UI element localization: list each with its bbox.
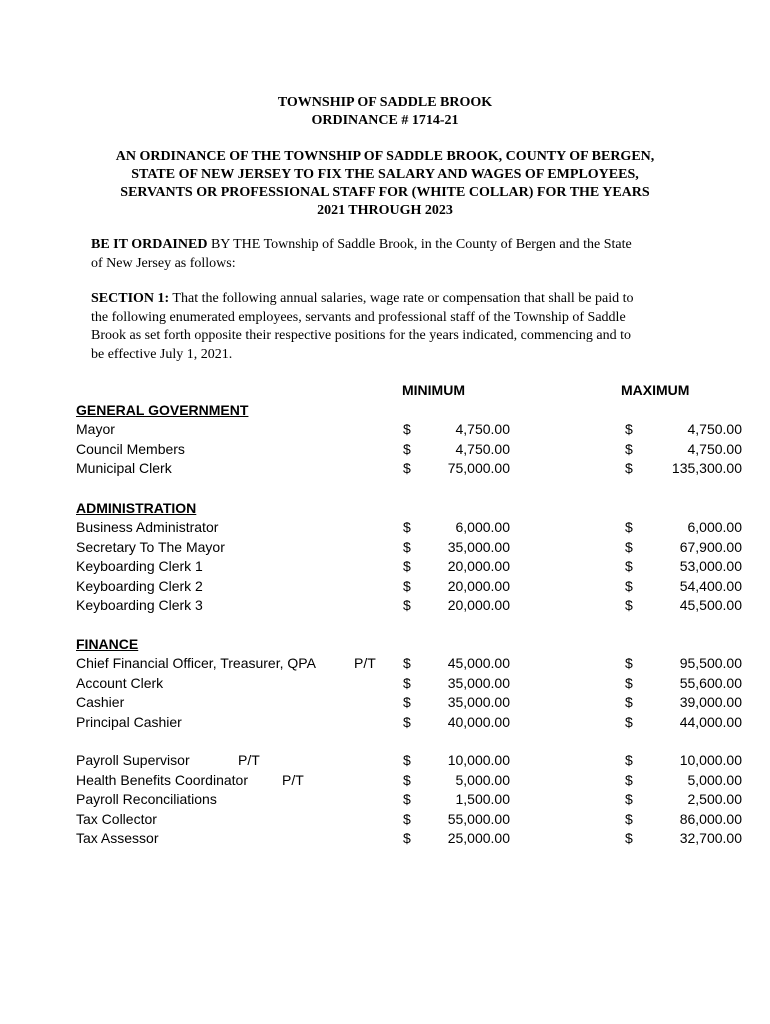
part-time-marker: P/T — [354, 655, 376, 671]
minimum-salary: 4,750.00 — [455, 421, 510, 437]
maximum-currency-symbol: $ — [625, 440, 633, 457]
maximum-currency-symbol: $ — [625, 538, 633, 555]
minimum-column-header: MINIMUM — [402, 382, 465, 398]
title-line: SERVANTS OR PROFESSIONAL STAFF FOR (WHITE COLLAR) FOR THE YEARS — [120, 185, 650, 200]
maximum-currency-symbol: $ — [625, 421, 633, 437]
minimum-currency-symbol: $ — [403, 597, 411, 613]
paragraph-line — [91, 236, 691, 255]
position-title: Account Clerk — [76, 674, 164, 691]
maximum-currency-symbol: $ — [625, 752, 633, 768]
section-1-lead: SECTION 1: — [91, 291, 170, 306]
minimum-currency-symbol: $ — [403, 713, 411, 730]
minimum-currency-symbol: $ — [403, 674, 411, 691]
minimum-currency-symbol: $ — [403, 791, 411, 807]
paragraph-line: Brook as set forth opposite their respective positions for the years indicated, commencing and to — [91, 328, 632, 343]
minimum-currency-symbol: $ — [403, 830, 411, 846]
position-title: Principal Cashier — [76, 713, 182, 730]
minimum-salary: 25,000.00 — [447, 830, 510, 846]
minimum-salary: 20,000.00 — [447, 597, 510, 613]
document-header — [0, 94, 770, 130]
minimum-currency-symbol: $ — [403, 460, 411, 476]
paragraph-line: the following enumerated employees, servants and professional staff of the Township of Saddle — [91, 309, 626, 325]
minimum-currency-symbol: $ — [403, 771, 411, 788]
maximum-currency-symbol: $ — [625, 460, 633, 476]
minimum-currency-symbol: $ — [403, 577, 411, 594]
maximum-salary: 2,500.00 — [687, 791, 742, 807]
minimum-salary: 5,000.00 — [455, 771, 510, 788]
ordinance-number: ORDINANCE # 1714-21 — [311, 113, 459, 128]
minimum-salary: 45,000.00 — [447, 655, 510, 671]
maximum-salary: 54,400.00 — [679, 577, 742, 594]
maximum-salary: 86,000.00 — [679, 810, 742, 827]
table-row — [0, 654, 770, 674]
minimum-currency-symbol: $ — [403, 440, 411, 457]
maximum-currency-symbol: $ — [625, 771, 633, 788]
part-time-marker: P/T — [238, 752, 260, 768]
paragraph-line: of New Jersey as follows: — [91, 255, 236, 271]
ordained-paragraph — [91, 236, 691, 273]
maximum-salary: 44,000.00 — [679, 713, 742, 730]
position-title: Municipal Clerk — [76, 460, 172, 476]
section-heading-general-government: GENERAL GOVERNMENT — [76, 402, 249, 418]
table-row — [0, 577, 770, 597]
section-1-paragraph — [91, 290, 691, 364]
minimum-salary: 1,500.00 — [455, 791, 510, 807]
maximum-currency-symbol: $ — [625, 558, 633, 574]
table-row — [0, 440, 770, 460]
minimum-currency-symbol: $ — [403, 558, 411, 574]
maximum-currency-symbol: $ — [625, 597, 633, 613]
position-title: Payroll Supervisor — [76, 752, 190, 768]
position-title: Chief Financial Officer, Treasurer, QPA — [76, 655, 316, 671]
minimum-salary: 35,000.00 — [447, 538, 510, 555]
position-title: Secretary To The Mayor — [76, 538, 225, 555]
maximum-salary: 135,300.00 — [671, 460, 742, 476]
section-heading-administration: ADMINISTRATION — [76, 500, 197, 516]
table-row — [0, 790, 770, 810]
paragraph-line — [91, 290, 691, 309]
title-line: AN ORDINANCE OF THE TOWNSHIP OF SADDLE BROOK, COUNTY OF BERGEN, — [115, 149, 655, 164]
title-line: 2021 THROUGH 2023 — [317, 203, 453, 218]
minimum-salary: 4,750.00 — [455, 440, 510, 457]
title-line: STATE OF NEW JERSEY TO FIX THE SALARY AND WAGES OF EMPLOYEES, — [131, 167, 639, 182]
paragraph-line: be effective July 1, 2021. — [91, 346, 233, 362]
maximum-currency-symbol: $ — [625, 674, 633, 691]
minimum-currency-symbol: $ — [403, 810, 411, 827]
table-row — [0, 713, 770, 733]
maximum-salary: 6,000.00 — [687, 519, 742, 535]
position-title: Business Administrator — [76, 519, 219, 535]
position-title: Keyboarding Clerk 2 — [76, 577, 203, 594]
table-row — [0, 596, 770, 616]
position-title: Cashier — [76, 694, 125, 710]
table-row — [0, 420, 770, 440]
ordained-lead: BE IT ORDAINED — [91, 237, 208, 252]
minimum-currency-symbol: $ — [403, 538, 411, 555]
position-title: Mayor — [76, 421, 115, 437]
maximum-salary: 10,000.00 — [679, 752, 742, 768]
maximum-salary: 53,000.00 — [679, 558, 742, 574]
maximum-currency-symbol: $ — [625, 519, 633, 535]
minimum-currency-symbol: $ — [403, 655, 411, 671]
position-title: Keyboarding Clerk 3 — [76, 597, 203, 613]
maximum-currency-symbol: $ — [625, 577, 633, 594]
table-row — [0, 771, 770, 791]
position-title: Tax Collector — [76, 810, 157, 827]
maximum-salary: 4,750.00 — [687, 421, 742, 437]
table-row — [0, 810, 770, 830]
minimum-salary: 6,000.00 — [455, 519, 510, 535]
position-title: Payroll Reconciliations — [76, 791, 217, 807]
maximum-salary: 32,700.00 — [679, 830, 742, 846]
ordained-text: BY THE Township of Saddle Brook, in the County of Bergen and the State — [207, 237, 632, 252]
minimum-currency-symbol: $ — [403, 421, 411, 437]
table-row — [0, 459, 770, 479]
table-row — [0, 674, 770, 694]
position-title: Keyboarding Clerk 1 — [76, 558, 203, 574]
minimum-salary: 10,000.00 — [447, 752, 510, 768]
table-row — [0, 693, 770, 713]
minimum-salary: 55,000.00 — [447, 810, 510, 827]
minimum-salary: 35,000.00 — [447, 674, 510, 691]
minimum-salary: 20,000.00 — [447, 558, 510, 574]
minimum-salary: 75,000.00 — [447, 460, 510, 476]
section-1-text: That the following annual salaries, wage rate or compensation that shall be paid to — [169, 291, 634, 306]
position-title: Health Benefits Coordinator — [76, 771, 248, 788]
table-row — [0, 751, 770, 771]
minimum-salary: 20,000.00 — [447, 577, 510, 594]
maximum-salary: 45,500.00 — [679, 597, 742, 613]
maximum-salary: 95,500.00 — [679, 655, 742, 671]
minimum-salary: 40,000.00 — [447, 713, 510, 730]
position-title: Council Members — [76, 440, 185, 457]
maximum-salary: 55,600.00 — [679, 674, 742, 691]
maximum-column-header: MAXIMUM — [621, 382, 690, 398]
minimum-currency-symbol: $ — [403, 519, 411, 535]
part-time-marker: P/T — [282, 771, 304, 788]
table-row — [0, 538, 770, 558]
maximum-currency-symbol: $ — [625, 713, 633, 730]
maximum-salary: 5,000.00 — [687, 771, 742, 788]
maximum-currency-symbol: $ — [625, 810, 633, 827]
maximum-currency-symbol: $ — [625, 655, 633, 671]
minimum-salary: 35,000.00 — [447, 694, 510, 710]
maximum-salary: 67,900.00 — [679, 538, 742, 555]
maximum-salary: 4,750.00 — [687, 440, 742, 457]
township-name: TOWNSHIP OF SADDLE BROOK — [277, 95, 493, 110]
minimum-currency-symbol: $ — [403, 694, 411, 710]
table-row — [0, 829, 770, 849]
maximum-currency-symbol: $ — [625, 694, 633, 710]
maximum-currency-symbol: $ — [625, 791, 633, 807]
table-row — [0, 518, 770, 538]
position-title: Tax Assessor — [76, 830, 159, 846]
maximum-currency-symbol: $ — [625, 830, 633, 846]
table-row — [0, 557, 770, 577]
ordinance-title — [80, 148, 690, 220]
minimum-currency-symbol: $ — [403, 752, 411, 768]
section-heading-finance: FINANCE — [76, 636, 139, 652]
maximum-salary: 39,000.00 — [679, 694, 742, 710]
